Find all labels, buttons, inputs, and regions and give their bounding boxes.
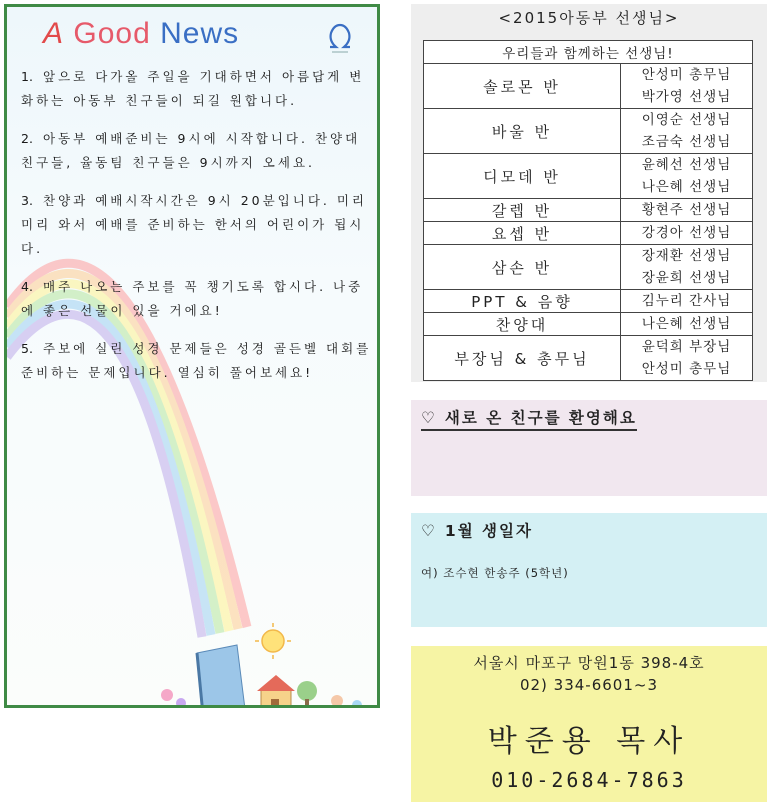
teacher-name: 조금숙 선생님 — [641, 134, 732, 150]
masthead-word-good: Good — [73, 17, 151, 50]
bible-house-illustration — [137, 605, 377, 708]
table-row — [424, 64, 753, 109]
teachers-table-header: 우리들과 함께하는 선생님! — [424, 41, 753, 64]
class-name: 부장님 & 총무님 — [424, 336, 621, 381]
class-name: 솔로몬 반 — [424, 64, 621, 109]
news-item — [21, 65, 373, 113]
pastor-mobile: 010-2684-7863 — [491, 768, 687, 792]
news-item-text: 찬양과 예배시작시간은 9시 20분입니다. 미리미리 와서 예배를 준비하는 한서의 어린이가 됩시다. — [21, 193, 368, 256]
pastor-name: 박준용 목사 — [487, 724, 691, 759]
news-item-number: 5. — [21, 341, 33, 356]
table-row — [424, 313, 753, 336]
news-panel — [4, 4, 380, 708]
teacher-cell — [621, 290, 753, 313]
teachers-table — [423, 40, 753, 381]
teacher-cell — [621, 313, 753, 336]
birthday-heading — [421, 519, 533, 542]
masthead-word-news: News — [160, 17, 240, 50]
table-row — [424, 154, 753, 199]
class-name: 삼손 반 — [424, 245, 621, 290]
teacher-name: 나은혜 선생님 — [641, 316, 732, 332]
news-item-number: 1. — [21, 69, 33, 84]
teacher-name: 박가영 선생님 — [641, 89, 732, 105]
news-item-number: 3. — [21, 193, 33, 208]
welcome-heading — [421, 406, 637, 431]
teacher-name: 장재환 선생님 — [641, 248, 732, 264]
teacher-name: 강경아 선생님 — [641, 225, 732, 241]
teacher-cell — [621, 199, 753, 222]
welcome-heading-text: 새로 온 친구를 환영해요 — [444, 409, 637, 427]
class-name: 바울 반 — [424, 109, 621, 154]
class-name: PPT & 음향 — [424, 290, 621, 313]
heart-icon: ♡ — [421, 522, 437, 540]
news-item — [21, 127, 373, 175]
teacher-cell — [621, 222, 753, 245]
birthday-list: 여) 조수현 한송주 (5학년) — [421, 566, 569, 580]
table-row — [424, 336, 753, 381]
news-list — [21, 65, 373, 399]
heart-icon: ♡ — [421, 409, 437, 427]
teachers-title: <2015아동부 선생님> — [498, 9, 680, 27]
news-item-text: 앞으로 다가올 주일을 기대하면서 아름답게 변화하는 아동부 친구들이 되길 원합니다. — [21, 69, 365, 108]
church-address: 서울시 마포구 망원1동 398-4호 — [473, 654, 705, 672]
masthead-title — [43, 17, 363, 57]
teacher-name: 장윤희 선생님 — [641, 270, 732, 286]
news-item-text: 매주 나오는 주보를 꼭 챙기도록 합시다. 나중에 좋은 선물이 있을 거에요! — [21, 279, 364, 318]
birthday-section — [411, 513, 767, 627]
news-item-number: 4. — [21, 279, 33, 294]
news-item-text: 주보에 실린 성경 문제들은 성경 골든벨 대회를 준비하는 문제입니다. 열심히 풀어보세요! — [21, 341, 372, 380]
table-row — [424, 245, 753, 290]
teacher-name: 윤혜선 선생님 — [641, 157, 732, 173]
teacher-name: 나은혜 선생님 — [641, 179, 732, 195]
news-item — [21, 275, 373, 323]
birthday-heading-text: 1월 생일자 — [444, 522, 533, 540]
masthead-word-a: A — [43, 17, 65, 50]
church-phone: 02) 334-6601~3 — [519, 676, 659, 694]
class-name: 갈렙 반 — [424, 199, 621, 222]
table-row — [424, 109, 753, 154]
table-row — [424, 222, 753, 245]
table-row — [424, 290, 753, 313]
teacher-cell — [621, 245, 753, 290]
news-item — [21, 189, 373, 261]
teachers-section — [411, 4, 767, 382]
teacher-name: 황현주 선생님 — [641, 202, 732, 218]
news-item-text: 아동부 예배준비는 9시에 시작합니다. 찬양대 친구들, 율동팀 친구들은 9시까지 오세요. — [21, 131, 361, 170]
teacher-name: 윤덕희 부장님 — [641, 339, 732, 355]
teacher-cell — [621, 64, 753, 109]
teacher-name: 안성미 총무님 — [641, 67, 732, 83]
teacher-name: 이영순 선생님 — [641, 112, 732, 128]
news-item-number: 2. — [21, 131, 33, 146]
table-row — [424, 199, 753, 222]
teacher-cell — [621, 154, 753, 199]
class-name: 디모데 반 — [424, 154, 621, 199]
news-item — [21, 337, 373, 385]
teacher-name: 김누리 간사님 — [641, 293, 732, 309]
omega-logo-icon — [325, 21, 355, 55]
class-name: 찬양대 — [424, 313, 621, 336]
teacher-cell — [621, 336, 753, 381]
teacher-name: 안성미 총무님 — [641, 361, 732, 377]
welcome-section — [411, 400, 767, 496]
contact-section — [411, 646, 767, 802]
teacher-cell — [621, 109, 753, 154]
class-name: 요셉 반 — [424, 222, 621, 245]
